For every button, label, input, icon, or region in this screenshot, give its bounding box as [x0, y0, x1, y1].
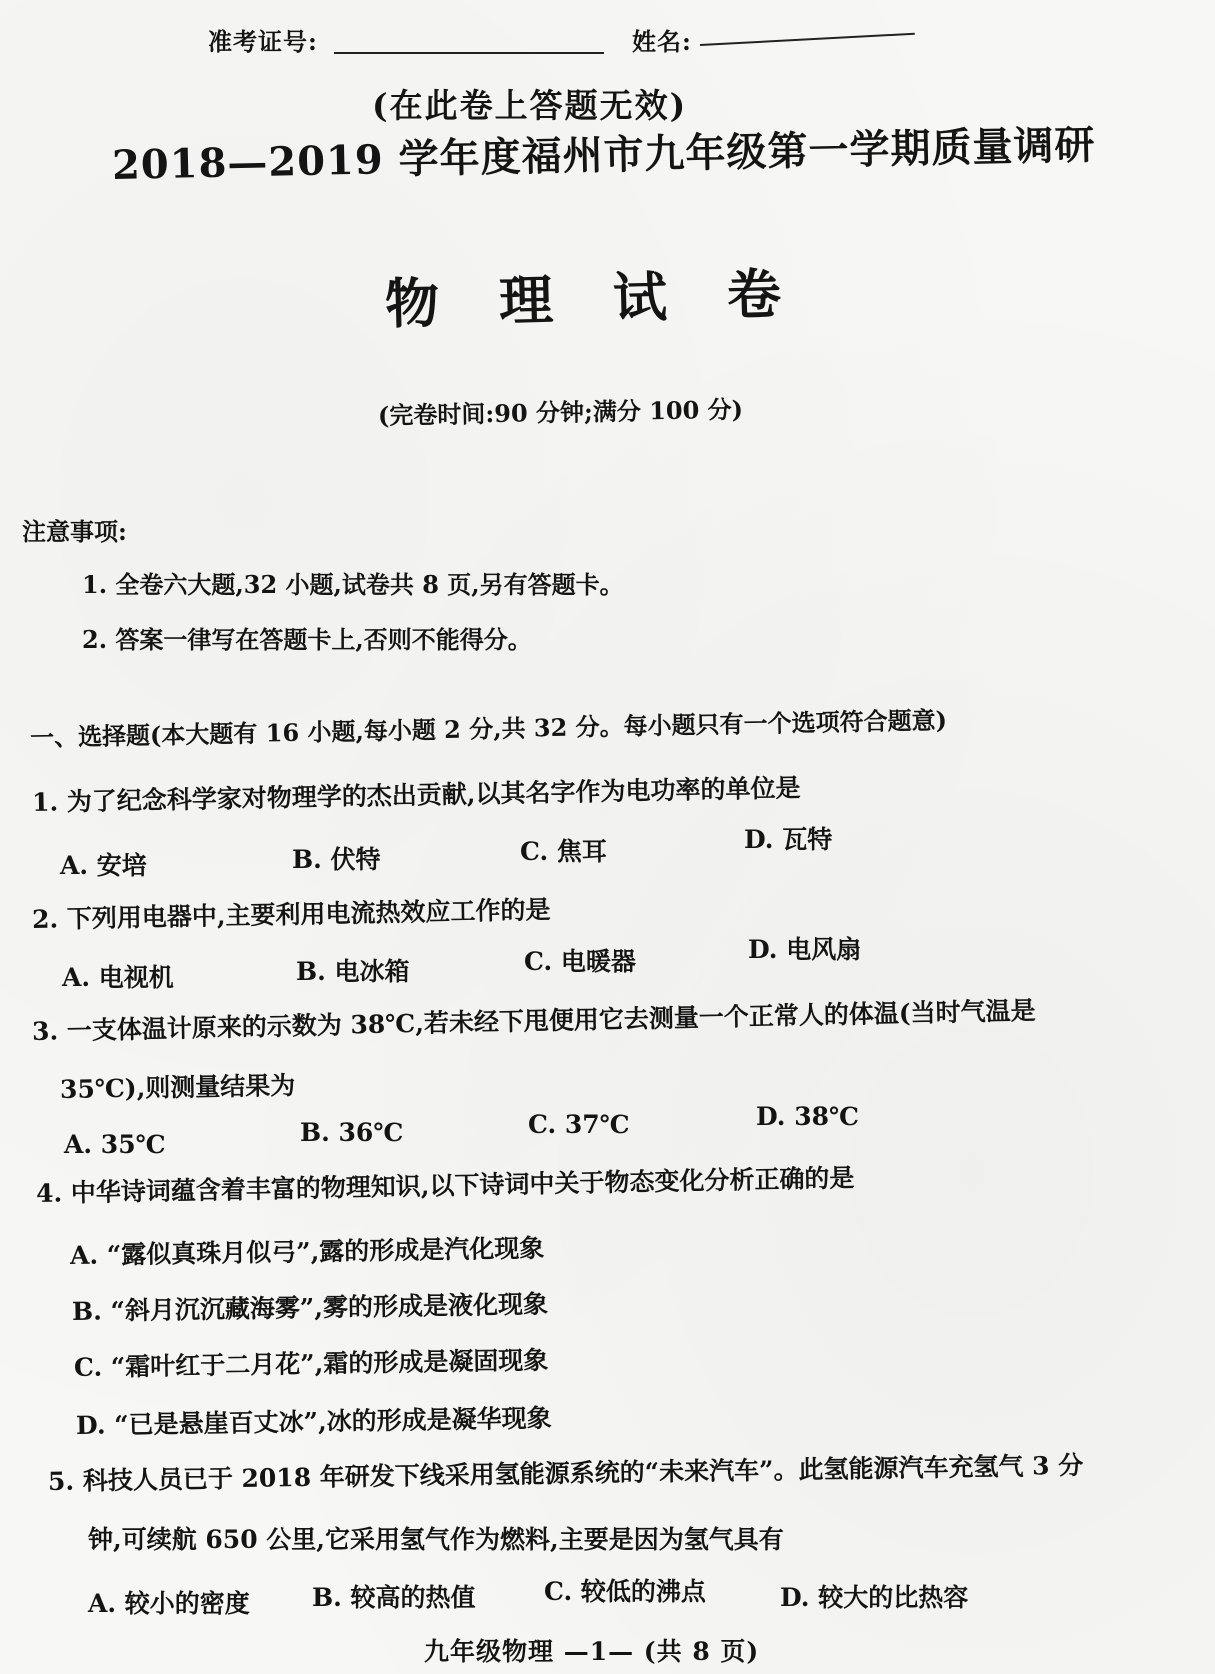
name-label: 姓名:	[632, 27, 692, 56]
question-3-stem-line1: 3. 一支体温计原来的示数为 38℃,若未经下甩便用它去测量一个正常人的体温(当时气温是	[31, 995, 1036, 1046]
question-1-stem: 1. 为了纪念科学家对物理学的杰出贡献,以其名字作为电功率的单位是	[31, 773, 801, 817]
page-footer: 九年级物理 —1— (共 8 页)	[424, 1637, 760, 1666]
section-heading: 一、选择题(本大题有 16 小题,每小题 2 分,共 32 分。每小题只有一个选项符合题意)	[29, 705, 948, 752]
question-2-stem: 2. 下列用电器中,主要利用电流热效应工作的是	[31, 895, 551, 934]
question-5-stem-line1: 5. 科技人员已于 2018 年研发下线采用氢能源系统的“未来汽车”。此氢能源汽车充氢气 3 分	[47, 1450, 1084, 1496]
question-5-option-a: A. 较小的密度	[88, 1589, 250, 1618]
page-title: 物理试卷	[384, 260, 842, 336]
question-4-option-b: B. “斜月沉沉藏海雾”,雾的形成是液化现象	[71, 1289, 549, 1326]
question-1-option-b: B. 伏特	[292, 845, 381, 874]
note-item: 1. 全卷六大题,32 小题,试卷共 8 页,另有答题卡。	[82, 570, 624, 599]
question-3-option-c: C. 37℃	[528, 1110, 630, 1139]
question-3-option-a: A. 35℃	[64, 1130, 166, 1159]
question-4-option-a: A. “露似真珠月似弓”,露的形成是汽化现象	[69, 1233, 545, 1270]
question-1-option-a: A. 安培	[60, 851, 147, 880]
question-4-stem: 4. 中华诗词蕴含着丰富的物理知识,以下诗词中关于物态变化分析正确的是	[35, 1163, 855, 1208]
exam-number-field[interactable]	[334, 52, 604, 54]
note-item: 2. 答案一律写在答题卡上,否则不能得分。	[82, 625, 532, 654]
question-5-option-d: D. 较大的比热容	[780, 1583, 969, 1612]
name-field[interactable]	[700, 33, 915, 46]
question-1-option-c: C. 焦耳	[520, 837, 607, 866]
question-3-option-b: B. 36℃	[300, 1118, 404, 1147]
question-3-stem-line2: 35℃),则测量结果为	[59, 1070, 296, 1104]
question-5-option-c: C. 较低的沸点	[544, 1577, 706, 1606]
exam-year-title: 2018—2019 学年度福州市九年级第一学期质量调研	[111, 121, 1096, 189]
question-1-option-d: D. 瓦特	[744, 825, 833, 854]
question-2-option-c: C. 电暖器	[524, 947, 636, 976]
question-2-option-b: B. 电冰箱	[296, 957, 410, 986]
question-5-stem-line2: 钟,可续航 650 公里,它采用氢气作为燃料,主要是因为氢气具有	[88, 1525, 784, 1554]
notes-heading: 注意事项:	[22, 517, 127, 546]
question-2-option-a: A. 电视机	[62, 963, 174, 992]
question-4-option-d: D. “已是悬崖百丈冰”,冰的形成是凝华现象	[75, 1403, 552, 1440]
question-2-option-d: D. 电风扇	[748, 935, 862, 964]
question-5-option-b: B. 较高的热值	[312, 1583, 476, 1612]
exam-number-label: 准考证号:	[208, 27, 318, 56]
exam-duration-subtitle: (完卷时间:90 分钟;满分 100 分)	[377, 394, 744, 430]
question-3-option-d: D. 38℃	[756, 1102, 859, 1131]
answer-invalid-notice: (在此卷上答题无效)	[372, 86, 688, 125]
question-4-option-c: C. “霜叶红于二月花”,霜的形成是凝固现象	[73, 1345, 549, 1382]
